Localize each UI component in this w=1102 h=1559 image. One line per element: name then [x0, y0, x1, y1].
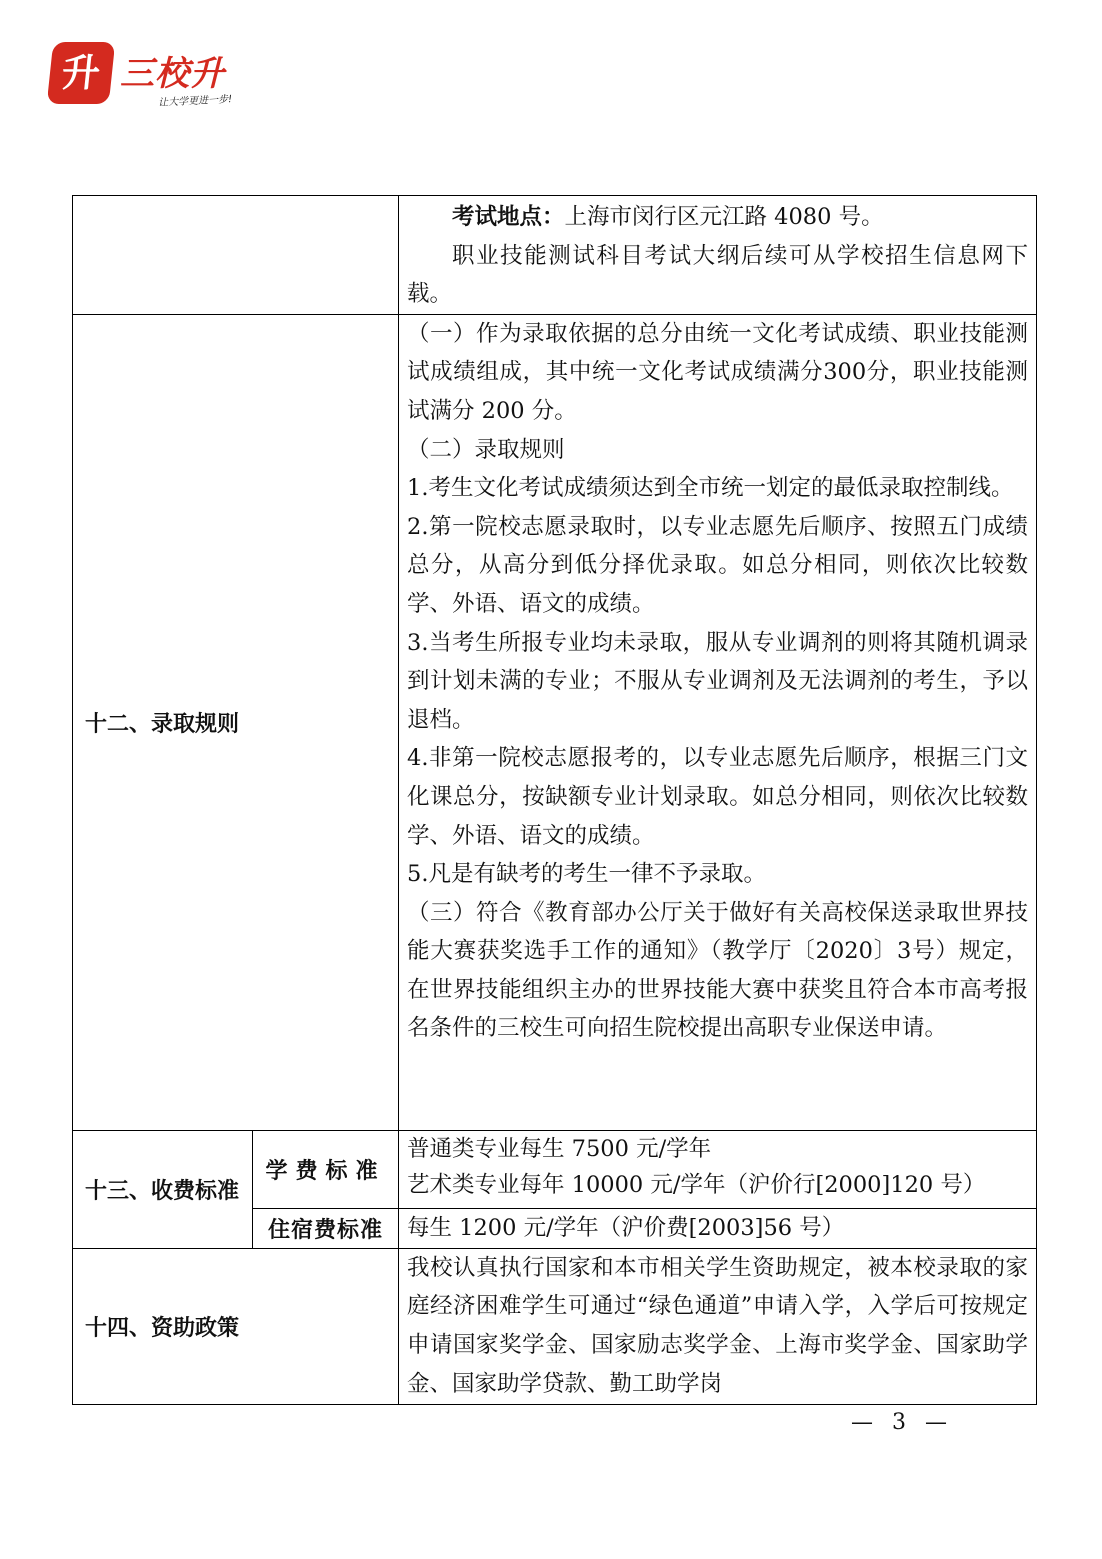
exam-location-label-cell — [73, 196, 399, 315]
admission-rule-paragraph: （一）作为录取依据的总分由统一文化考试成绩、职业技能测试成绩组成，其中统一文化考试成绩满分300分，职业技能测试满分 200 分。 — [407, 320, 1028, 424]
exam-location-value: 上海市闵行区元江路 4080 号。 — [564, 204, 884, 230]
aid-row — [73, 1248, 1037, 1404]
admission-table — [72, 195, 1037, 1405]
admission-rule-paragraph: （二）录取规则 — [407, 436, 565, 463]
admission-rules-heading: 十二、录取规则 — [73, 314, 399, 1130]
admission-rule-paragraph: 3.当考生所报专业均未录取，服从专业调剂的则将其随机调录到计划未满的专业；不服从专业调剂及无法调剂的考生，予以退档。 — [407, 629, 1028, 733]
admission-rules-row — [73, 314, 1037, 1130]
logo-slogan: 让大学更进一步! — [157, 94, 233, 109]
fees-heading: 十三、收费标准 — [73, 1130, 253, 1248]
tuition-line: 艺术类专业每年 10000 元/学年（沪价行[2000]120 号） — [407, 1171, 986, 1198]
tuition-line: 普通类专业每生 7500 元/学年 — [407, 1135, 712, 1162]
logo-name: 三校升 — [120, 54, 225, 94]
exam-location-content — [399, 196, 1037, 315]
exam-syllabus-note: 职业技能测试科目考试大纲后续可从学校招生信息网下载。 — [407, 242, 1028, 308]
admission-rule-paragraph: 2.第一院校志愿录取时，以专业志愿先后顺序、按照五门成绩总分，从高分到低分择优录取。如总分相同，则依次比较数学、外语、语文的成绩。 — [407, 513, 1028, 617]
aid-content: 我校认真执行国家和本市相关学生资助规定，被本校录取的家庭经济困难学生可通过“绿色通道”申请入学，入学后可按规定申请国家奖学金、国家励志奖学金、上海市奖学金、国家助学金、国家助学贷款、勤工助学岗 — [399, 1248, 1037, 1404]
aid-heading: 十四、资助政策 — [73, 1248, 399, 1404]
exam-location-row — [73, 196, 1037, 315]
admission-rule-paragraph: 5.凡是有缺考的考生一律不予录取。 — [407, 861, 766, 888]
logo-badge: 升 — [47, 42, 116, 104]
site-logo — [50, 42, 260, 114]
tuition-content — [399, 1130, 1037, 1208]
exam-location-label: 考试地点： — [452, 204, 565, 230]
housing-label: 住宿费标准 — [253, 1208, 399, 1248]
housing-content: 每生 1200 元/学年（沪价费[2003]56 号） — [399, 1208, 1037, 1248]
admission-rule-paragraph: 1.考生文化考试成绩须达到全市统一划定的最低录取控制线。 — [407, 475, 1014, 502]
admission-rules-content — [399, 314, 1037, 1130]
exam-location-line — [407, 198, 1028, 237]
admission-rule-paragraph: （三）符合《教育部办公厅关于做好有关高校保送录取世界技能大赛获奖选手工作的通知》（教学厅〔2020〕3号）规定，在世界技能组织主办的世界技能大赛中获奖且符合本市高考报名条件的三校生可向招生院校提出高职专业保送申请。 — [407, 899, 1028, 1042]
admission-rule-paragraph: 4.非第一院校志愿报考的，以专业志愿先后顺序，根据三门文化课总分，按缺额专业计划录取。如总分相同，则依次比较数学、外语、语文的成绩。 — [407, 745, 1028, 849]
tuition-label: 学费标准 — [253, 1130, 399, 1208]
page-number: — 3 — — [851, 1410, 953, 1435]
fees-tuition-row — [73, 1130, 1037, 1208]
